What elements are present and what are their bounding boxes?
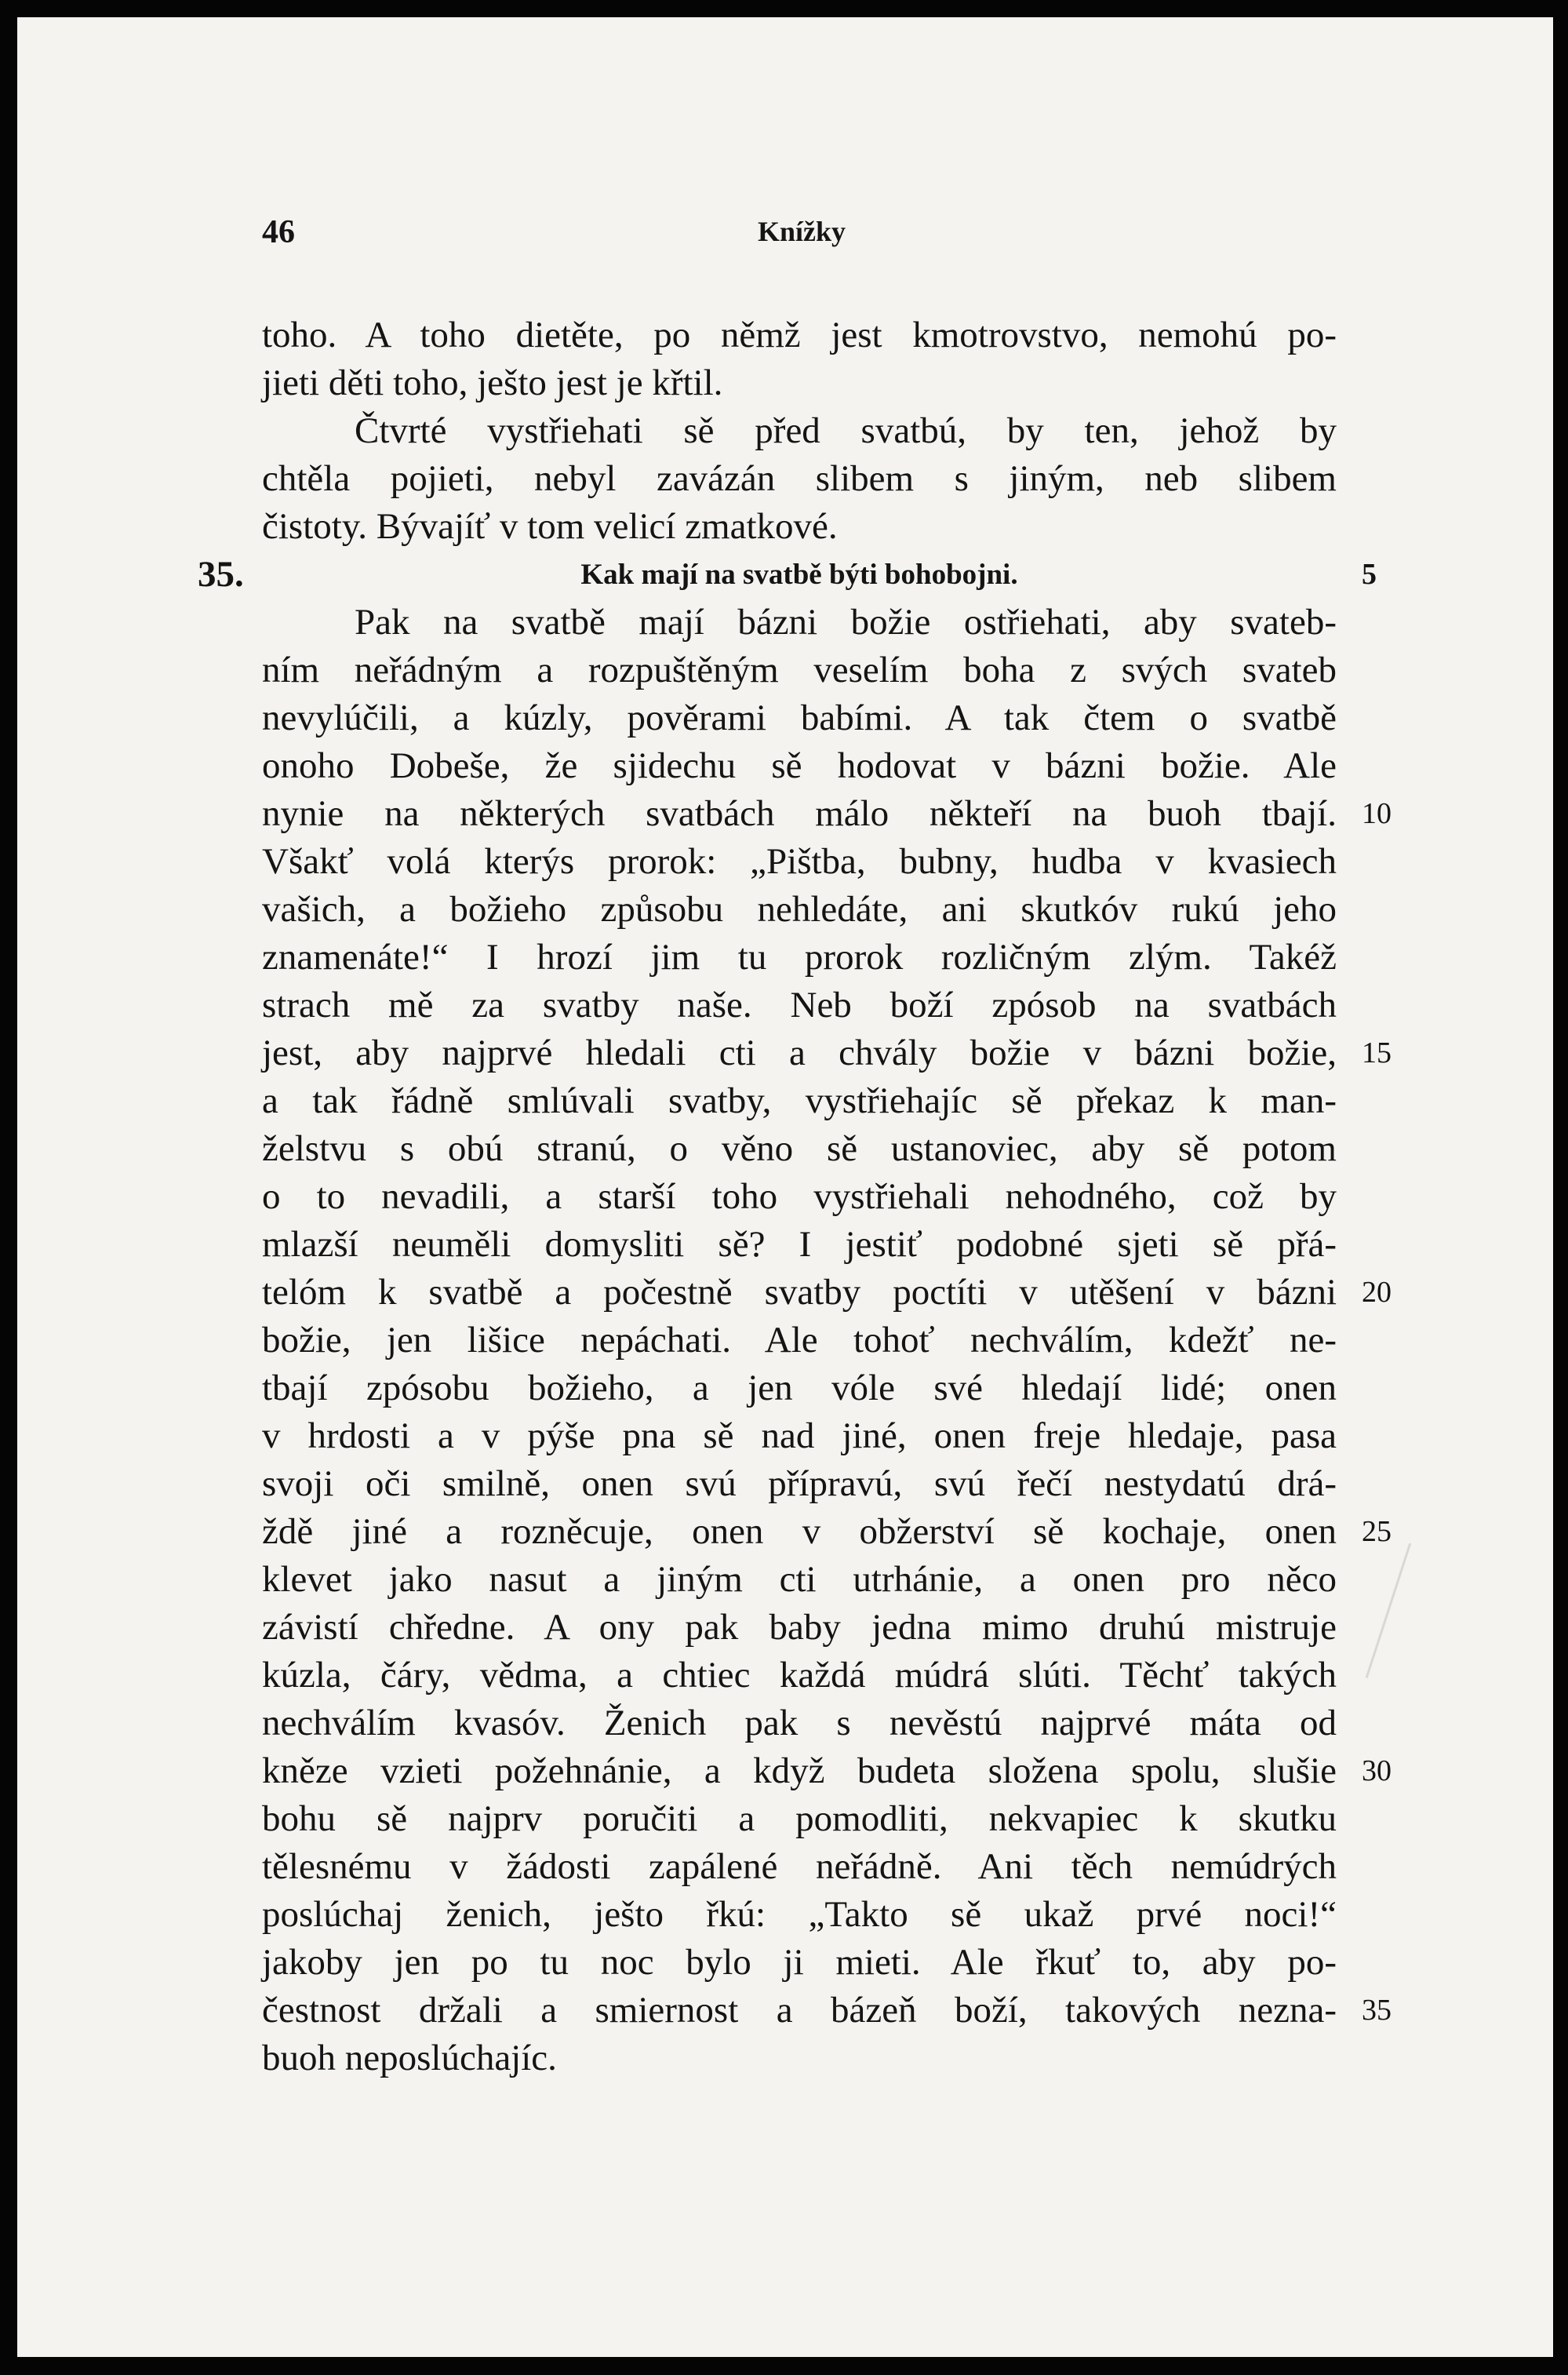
text-line: a tak řádně smlúvali svatby, vystřiehajíc sě překaz k man- xyxy=(262,1080,1337,1121)
text-line: čestnost držali a smiernost a bázeň boží, takových nezna- xyxy=(262,1990,1337,2031)
text-line: telóm k svatbě a počestně svatby poctíti v utěšení v bázni xyxy=(262,1272,1337,1313)
text-line: svoji oči smilně, onen svú přípravú, svú řečí nestydatú drá- xyxy=(262,1463,1337,1504)
body-text xyxy=(198,311,1392,2082)
text-line-row xyxy=(262,1269,1392,1317)
text-line-row xyxy=(262,1029,1392,1077)
book-page xyxy=(17,17,1553,2357)
text-line: toho. A toho dietěte, po němž jest kmotrovstvo, nemohú po- xyxy=(262,315,1337,355)
text-line: jest, aby najprvé hledali cti a chvály božie v bázni božie, xyxy=(262,1033,1337,1073)
text-line-row xyxy=(262,790,1392,838)
text-line: onoho Dobeše, že sjidechu sě hodovat v bázni božie. Ale xyxy=(262,745,1337,786)
text-line: kúzla, čáry, vědma, a chtiec každá múdrá slúti. Těchť takých xyxy=(262,1655,1337,1696)
line-number-30: 30 xyxy=(1362,1754,1392,1787)
line-number-25: 25 xyxy=(1362,1515,1392,1548)
text-line-row xyxy=(262,1508,1392,1556)
page-number: 46 xyxy=(262,214,295,250)
text-line: kněze vzieti požehnánie, a když budeta složena spolu, slušie xyxy=(262,1750,1337,1791)
text-line: klevet jako nasut a jiným cti utrhánie, a onen pro něco xyxy=(262,1559,1337,1600)
text-line: jakoby jen po tu noc bylo ji mieti. Ale řkuť to, aby po- xyxy=(262,1942,1337,1983)
text-line: Pak na svatbě mají bázni božie ostřiehati, aby svateb- xyxy=(355,602,1337,643)
text-line: nynie na některých svatbách málo někteří na buoh tbají. xyxy=(262,793,1337,834)
text-line: tělesnému v žádosti zapálené neřádně. Ani těch nemúdrých xyxy=(262,1846,1337,1887)
line-number-35: 35 xyxy=(1362,1994,1392,2027)
text-line: Čtvrté vystřiehati sě před svatbú, by ten, jehož by xyxy=(355,410,1337,451)
text-line: tbají zpósobu božieho, a jen vóle své hledají lidé; onen xyxy=(262,1368,1337,1408)
text-line: nechválím kvasóv. Ženich pak s nevěstú najprvé máta od xyxy=(262,1703,1337,1743)
line-number-20: 20 xyxy=(1362,1276,1392,1309)
text-line: o to nevadili, a starší toho vystřiehali nehodného, což by xyxy=(262,1176,1337,1217)
text-line: ním neřádným a rozpuštěným veselím boha z svých svateb xyxy=(262,650,1337,690)
line-number-5: 5 xyxy=(1362,558,1377,591)
text-line: želstvu s obú stranú, o věno sě ustanoviec, aby sě potom xyxy=(262,1128,1337,1169)
running-title: Knížky xyxy=(758,216,846,247)
line-number-15: 15 xyxy=(1362,1036,1392,1069)
text-line: bohu sě najprv poručiti a pomodliti, nekvapiec k skutku xyxy=(262,1798,1337,1839)
line-number-10: 10 xyxy=(1362,797,1392,830)
text-line: závistí chředne. A ony pak baby jedna mimo druhú mistruje xyxy=(262,1607,1337,1648)
section-number: 35. xyxy=(198,554,244,595)
text-line: čistoty. Bývajíť v tom velicí zmatkové. xyxy=(262,506,838,547)
section-heading: Kak mají na svatbě býti bohobojni. xyxy=(580,559,1018,591)
text-line-row xyxy=(262,1747,1392,1795)
text-line: poslúchaj ženich, ješto řkú: „Takto sě ukaž prvé noci!“ xyxy=(262,1894,1337,1935)
ink-mark xyxy=(1366,1543,1457,1693)
text-line: ždě jiné a rozněcuje, onen v obžerství sě kochaje, onen xyxy=(262,1511,1337,1552)
text-line: v hrdosti a v pýše pna sě nad jiné, onen freje hledaje, pasa xyxy=(262,1415,1337,1456)
section-heading-row xyxy=(198,551,1377,599)
text-line: strach mě za svatby naše. Neb boží zpósob na svatbách xyxy=(262,985,1337,1025)
text-line: vašich, a božieho způsobu nehledáte, ani skutkóv rukú jeho xyxy=(262,889,1337,930)
text-line: buoh neposlúchajíc. xyxy=(262,2038,557,2078)
text-line: nevylúčili, a kúzly, pověrami babími. A tak čtem o svatbě xyxy=(262,698,1337,738)
text-line: jieti děti toho, ješto jest je křtil. xyxy=(262,362,723,403)
text-line: božie, jen lišice nepáchati. Ale tohoť nechválím, kdežť ne- xyxy=(262,1320,1337,1361)
text-line: znamenáte!“ I hrozí jim tu prorok rozličným zlým. Takéž xyxy=(262,937,1337,978)
text-line: mlazší neuměli domysliti sě? I jestiť podobné sjeti sě přá- xyxy=(262,1224,1337,1265)
text-line: Všakť volá kterýs prorok: „Pištba, bubny, hudba v kvasiech xyxy=(262,841,1337,882)
text-line-row xyxy=(262,1987,1392,2034)
running-head xyxy=(17,213,1553,260)
text-line: chtěla pojieti, nebyl zavázán slibem s jiným, neb slibem xyxy=(262,458,1337,499)
